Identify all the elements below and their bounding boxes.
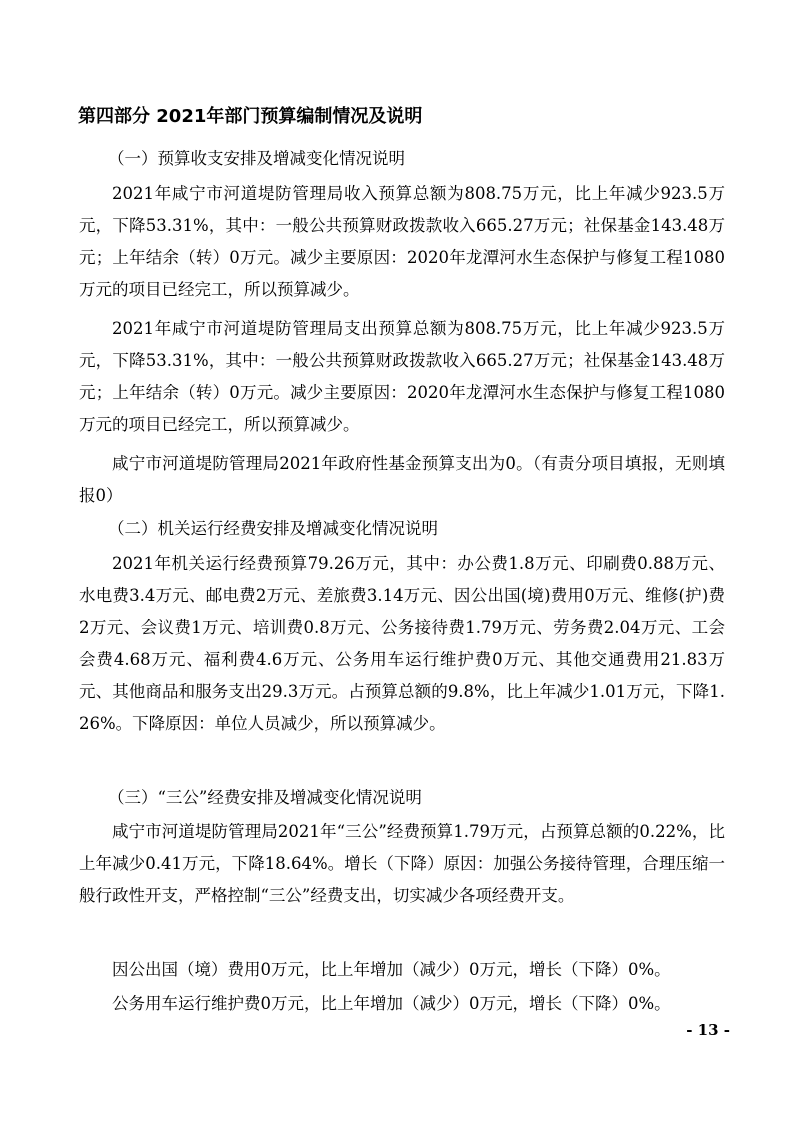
paragraph-income-budget: 2021年咸宁市河道堤防管理局收入预算总额为808.75万元，比上年减少923.5万元，下降53.31%，其中：一般公共预算财政拨款收入665.27万元；社保基金143.48万元；上年结余（转）0万元。减少主要原因：2020年龙潭河水生态保护与修复工程1080万元的项目已经完工，所以预算减少。 xyxy=(79,184,725,299)
section-heading-three-public: （三）“三公”经费安排及增减变化情况说明 xyxy=(108,788,422,807)
paragraph-government-fund: 咸宁市河道堤防管理局2021年政府性基金预算支出为0。（有责分项目填报，无则填报0） xyxy=(79,454,725,505)
document-title: 第四部分 2021年部门预算编制情况及说明 xyxy=(78,106,423,127)
paragraph-expenditure-budget: 2021年咸宁市河道堤防管理局支出预算总额为808.75万元，比上年减少923.5万元，下降53.31%，其中：一般公共预算财政拨款收入665.27万元；社保基金143.48万元；上年结余（转）0万元。减少主要原因：2020年龙潭河水生态保护与修复工程1080万元的项目已经完工，所以预算减少。 xyxy=(79,319,725,434)
page-number: - 13 - xyxy=(686,1021,730,1039)
section-heading-budget: （一）预算收支安排及增减变化情况说明 xyxy=(108,149,405,168)
paragraph-operating-costs: 2021年机关运行经费预算79.26万元，其中：办公费1.8万元、印刷费0.88万元、水电费3.4万元、邮电费2万元、差旅费3.14万元、因公出国(境)费用0万元、维修(护)费2万元、会议费1万元、培训费0.8万元、公务接待费1.79万元、劳务费2.04万元、工会会费4.68万元、福利费4.6万元、公务用车运行维护费0万元、其他交通费用21.83万元、其他商品和服务支出29.3万元。占预算总额的9.8%，比上年减少1.01万元，下降1.26%。下降原因：单位人员减少，所以预算减少。 xyxy=(79,554,725,733)
paragraph-overseas-travel: 因公出国（境）费用0万元，比上年增加（减少）0万元，增长（下降）0%。 xyxy=(112,960,671,979)
paragraph-three-public: 咸宁市河道堤防管理局2021年“三公”经费预算1.79万元，占预算总额的0.22%，比上年减少0.41万元，下降18.64%。增长（下降）原因：加强公务接待管理，合理压缩一般行政性开支，严格控制“三公”经费支出，切实减少各项经费开支。 xyxy=(79,822,725,905)
section-heading-operating-costs: （二）机关运行经费安排及增减变化情况说明 xyxy=(108,519,438,538)
paragraph-official-vehicles: 公务用车运行维护费0万元，比上年增加（减少）0万元，增长（下降）0%。 xyxy=(112,994,671,1013)
